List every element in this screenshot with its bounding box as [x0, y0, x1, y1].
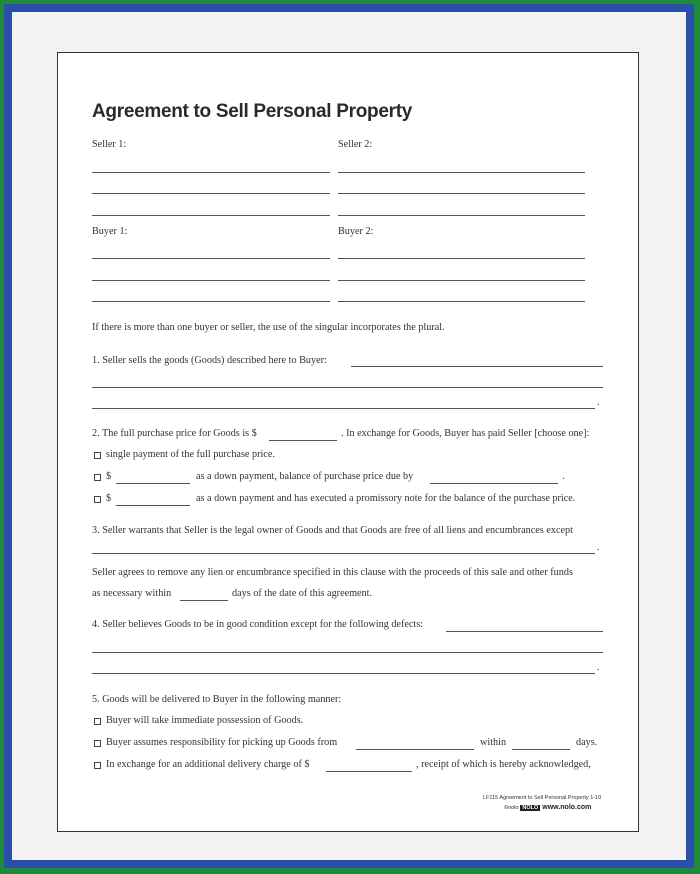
period: .	[562, 471, 565, 482]
buyer2-line-1[interactable]	[338, 258, 585, 259]
option-immediate-possession: Buyer will take immediate possession of Goods.	[106, 715, 304, 726]
seller2-line-2[interactable]	[338, 193, 585, 194]
goods-description-line-3[interactable]	[92, 408, 595, 409]
section5-text: 5. Goods will be delivered to Buyer in the following manner:	[92, 694, 342, 705]
plural-note: If there is more than one buyer or seller, the use of the singular incorporates the plural.	[92, 322, 445, 333]
dollar-sign: $	[106, 471, 112, 482]
matte	[12, 12, 686, 860]
purchase-price-line[interactable]	[269, 440, 337, 441]
pickup-days-line[interactable]	[512, 749, 570, 750]
option-down-payment-due: as a down payment, balance of purchase price due by	[196, 471, 414, 482]
footer-code: LF115 Agreement to Sell Personal Property 1-10	[483, 795, 602, 801]
dollar-sign: $	[106, 493, 112, 504]
buyer1-line-2[interactable]	[92, 280, 330, 281]
footer-url: www.nolo.com	[542, 804, 592, 811]
option-delivery-a: In exchange for an additional delivery charge of $	[106, 759, 310, 770]
section4-text: 4. Seller believes Goods to be in good condition except for the following defects:	[92, 619, 424, 630]
period: .	[597, 397, 600, 408]
checkbox-immediate-possession[interactable]	[94, 718, 101, 725]
down-payment-amount-line-2[interactable]	[116, 505, 190, 506]
seller1-label: Seller 1:	[92, 139, 127, 150]
option-promissory-note: as a down payment and has executed a promissory note for the balance of the purchase price.	[196, 493, 576, 504]
seller2-label: Seller 2:	[338, 139, 373, 150]
pickup-location-line[interactable]	[356, 749, 474, 750]
option-delivery-b: , receipt of which is hereby acknowledged,	[416, 759, 591, 770]
buyer2-label: Buyer 2:	[338, 226, 374, 237]
seller1-line-2[interactable]	[92, 193, 330, 194]
checkbox-single-payment[interactable]	[94, 452, 101, 459]
seller1-line-3[interactable]	[92, 215, 330, 216]
defects-line-2[interactable]	[92, 652, 603, 653]
days-line[interactable]	[180, 600, 228, 601]
buyer2-line-3[interactable]	[338, 301, 585, 302]
checkbox-delivery-charge[interactable]	[94, 762, 101, 769]
seller2-line-3[interactable]	[338, 215, 585, 216]
period: .	[597, 542, 600, 553]
goods-description-line-2[interactable]	[92, 387, 603, 388]
balance-due-date-line[interactable]	[430, 483, 558, 484]
checkbox-down-payment-due[interactable]	[94, 474, 101, 481]
section2-text-a: 2. The full purchase price for Goods is $	[92, 428, 257, 439]
buyer1-line-3[interactable]	[92, 301, 330, 302]
seller2-line-1[interactable]	[338, 172, 585, 173]
section3-text: 3. Seller warrants that Seller is the legal owner of Goods and that Goods are free of all liens and encumbrances except	[92, 525, 573, 536]
defects-line-3[interactable]	[92, 673, 595, 674]
section3-text-c2: days of the date of this agreement.	[232, 588, 373, 599]
document-page	[57, 52, 639, 832]
option-pickup-c: days.	[576, 737, 598, 748]
section1-text: 1. Seller sells the goods (Goods) described here to Buyer:	[92, 355, 327, 366]
footer-brand-line	[504, 804, 591, 811]
outer-frame	[4, 4, 694, 868]
page-title: Agreement to Sell Personal Property	[92, 101, 412, 122]
section3-text-b: Seller agrees to remove any lien or encumbrance specified in this clause with the proceeds of this sale and other funds	[92, 567, 573, 578]
buyer1-line-1[interactable]	[92, 258, 330, 259]
defects-line-1[interactable]	[446, 631, 603, 632]
checkbox-pickup[interactable]	[94, 740, 101, 747]
down-payment-amount-line-1[interactable]	[116, 483, 190, 484]
option-pickup-a: Buyer assumes responsibility for picking up Goods from	[106, 737, 338, 748]
buyer1-label: Buyer 1:	[92, 226, 128, 237]
liens-line[interactable]	[92, 553, 595, 554]
buyer2-line-2[interactable]	[338, 280, 585, 281]
goods-description-line-1[interactable]	[351, 366, 603, 367]
nolo-logo: NOLO	[522, 805, 539, 811]
section3-text-c1: as necessary within	[92, 588, 172, 599]
section2-text-b: . In exchange for Goods, Buyer has paid Seller [choose one]:	[341, 428, 590, 439]
checkbox-promissory-note[interactable]	[94, 496, 101, 503]
option-pickup-b: within	[480, 737, 507, 748]
footer-brand: ©nolo	[504, 805, 519, 811]
period: .	[597, 662, 600, 673]
option-single-payment: single payment of the full purchase price.	[106, 449, 275, 460]
seller1-line-1[interactable]	[92, 172, 330, 173]
delivery-charge-line[interactable]	[326, 771, 412, 772]
